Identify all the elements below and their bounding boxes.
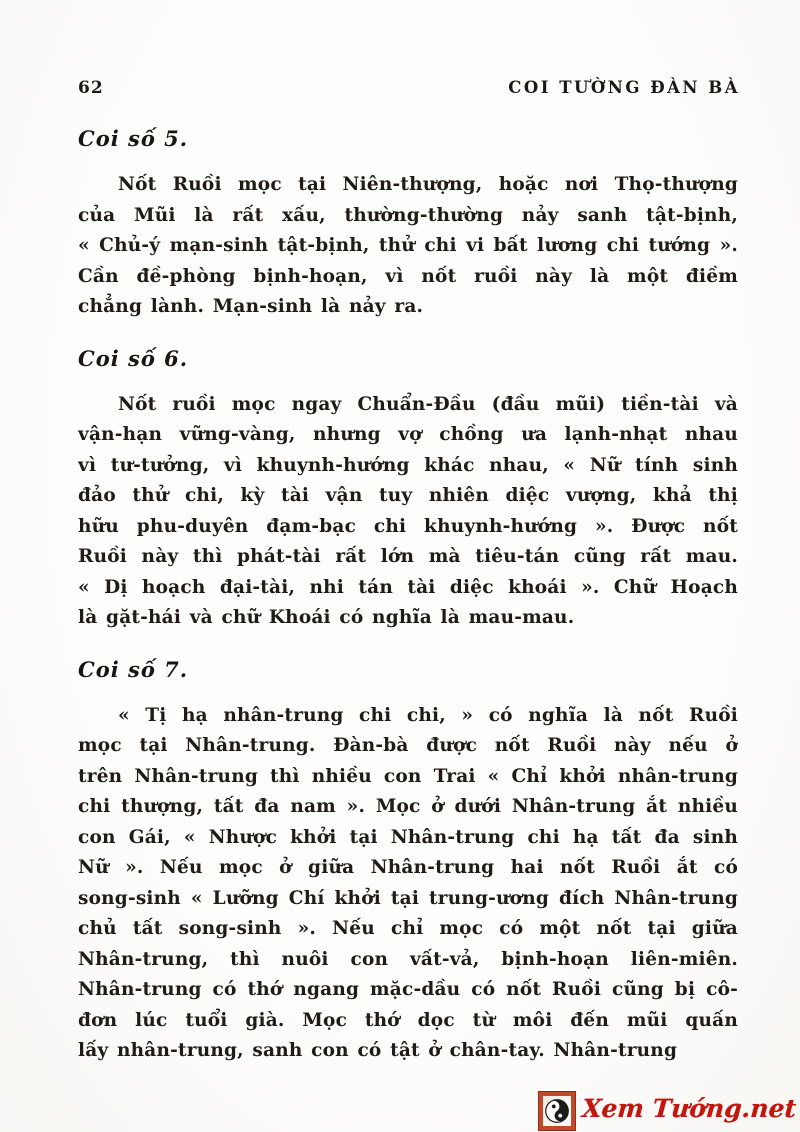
- text-line: mọc tại Nhân-trung. Đàn-bà được nốt Ruồi này nếu ở: [78, 735, 738, 756]
- yin-yang-icon: [539, 1092, 575, 1130]
- watermark[interactable]: [539, 1092, 796, 1130]
- watermark-text: Xem Tướng.net: [581, 1093, 798, 1123]
- text-line: Nhân-trung, thì nuôi con vất-vả, bịnh-hoạn liên-miên.: [78, 948, 738, 970]
- section: [78, 346, 738, 634]
- text-line: Nhân-trung có thớ ngang mặc-dầu có nốt Ruồi cũng bị cô-: [78, 979, 738, 1000]
- text-line: đơn lúc tuổi già. Mọc thớ dọc từ môi đến mũi quấn: [78, 1009, 738, 1031]
- section-heading: Coi số 7.: [78, 656, 189, 682]
- text-line: Ruồi này thì phát-tài rất lớn mà tiêu-tán cũng rất mau.: [78, 546, 738, 567]
- text-line: Nữ ». Nếu mọc ở giữa Nhân-trung hai nốt Ruồi ắt có: [78, 857, 738, 878]
- page-body: [78, 126, 738, 1090]
- text-line: hữu phu-duyên đạm-bạc chi khuynh-hướng ». Được nốt: [78, 515, 738, 537]
- text-line: « Tị hạ nhân-trung chi chi, » có nghĩa là nốt Ruồi: [118, 704, 738, 726]
- paragraph: [78, 390, 738, 634]
- text-line: Nốt ruồi mọc ngay Chuẩn-Đầu (đầu mũi) tiền-tài và: [118, 393, 738, 415]
- text-line: của Mũi là rất xấu, thường-thường nảy sanh tật-bịnh,: [78, 204, 738, 226]
- paragraph: [78, 701, 738, 1067]
- text-line: vận-hạn vững-vàng, nhưng vợ chồng ưa lạnh-nhạt nhau: [78, 424, 738, 445]
- text-line: trên Nhân-trung thì nhiều con Trai « Chỉ khởi nhân-trung: [78, 765, 738, 787]
- text-line: con Gái, « Nhược khởi tại Nhân-trung chi hạ tất đa sinh: [78, 826, 738, 848]
- text-line: « Dị hoạch đại-tài, nhi tán tài diệc khoái ». Chữ Hoạch: [78, 576, 738, 598]
- text-line: chủ tất song-sinh ». Nếu chỉ mọc có một nốt tại giữa: [78, 918, 738, 939]
- text-line: song-sinh « Lưỡng Chí khởi tại trung-ương đích Nhân-trung: [78, 887, 738, 909]
- text-line: « Chủ-ý mạn-sinh tật-bịnh, thử chi vi bất lương chi tướng ».: [78, 235, 738, 256]
- text-line: lấy nhân-trung, sanh con có tật ở chân-tay. Nhân-trung: [78, 1040, 678, 1061]
- section: [78, 126, 738, 323]
- section: [78, 657, 738, 1067]
- text-line: vì tư-tưởng, vì khuynh-hướng khác nhau, « Nữ tính sinh: [78, 454, 738, 476]
- page-header: [78, 78, 740, 98]
- text-line: Nốt Ruồi mọc tại Niên-thượng, hoặc nơi Thọ-thượng: [118, 174, 738, 195]
- text-line: chẳng lành. Mạn-sinh là nảy ra.: [78, 296, 424, 317]
- section-heading: Coi số 6.: [78, 345, 189, 371]
- paragraph: [78, 170, 738, 323]
- text-line: là gặt-hái và chữ Khoái có nghĩa là mau-mau.: [78, 607, 575, 628]
- running-title: COI TƯỜNG ĐÀN BÀ: [508, 78, 740, 97]
- section-heading: Coi số 5.: [78, 126, 189, 151]
- text-line: Cần đề-phòng bịnh-hoạn, vì nốt ruồi này là một điềm: [78, 265, 738, 287]
- page-number: 62: [78, 78, 104, 98]
- text-line: đảo thử chi, kỳ tài vận tuy nhiên diệc vượng, khả thị: [78, 485, 738, 506]
- text-line: chi thượng, tất đa nam ». Mọc ở dưới Nhân-trung ắt nhiều: [78, 796, 738, 817]
